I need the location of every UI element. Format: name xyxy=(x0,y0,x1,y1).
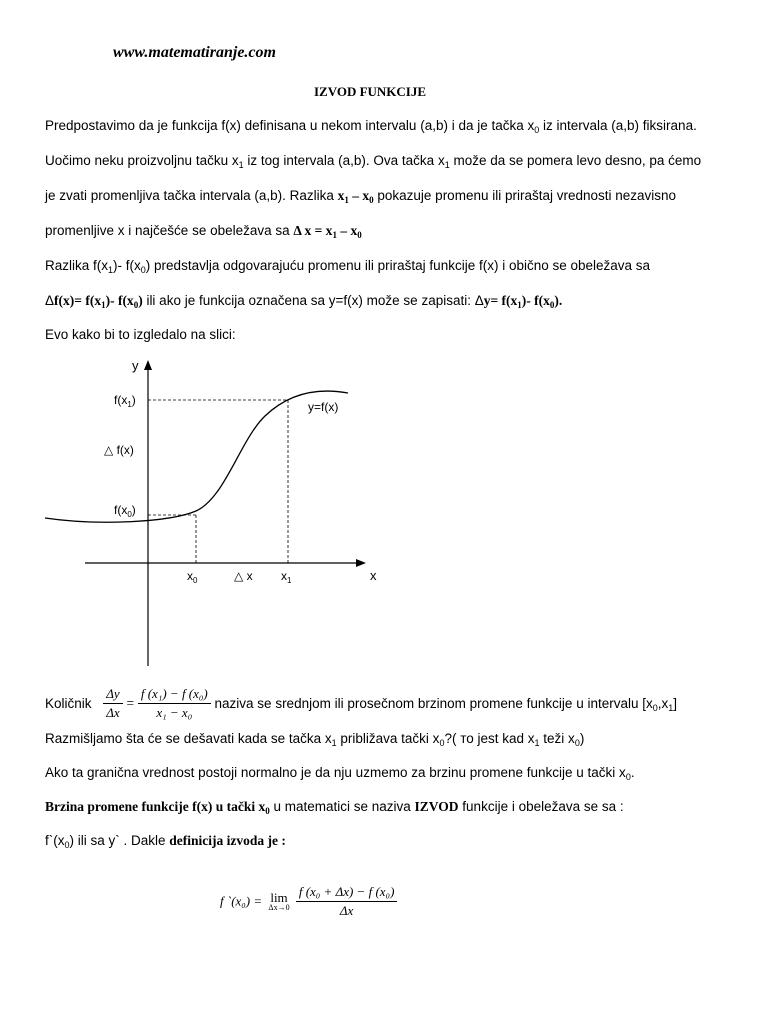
paragraph-line: Uočimo neku proizvoljnu tačku $x_1$ iz tog intervala (a,b). Ova tačka $x_1$ može da se pomera levo desno, pa ćemo xyxy=(45,153,702,170)
paragraph-line: $\Delta f(x)= f(x_1)-$ $f(x_0)$ ili ako je funkcija označena sa y=f(x) može se zapisati: $\Delta y= f(x_1)-$ $f(x_0)$. xyxy=(45,293,563,310)
paragraph-line: Ako ta granična vrednost postoji normalno je da nju uzmemo za brzinu promene funkcije u tački $x_0$. xyxy=(45,765,635,782)
quotient-line: Količnik $\frac{\Delta y}{\Delta x}$ = $\frac{\text{f (x₁) − f (x₀)}}{\text{x₁ − x₀}}$ naziva se srednjom ili prosečnom brzinom promene funkcije u intervalu $[x_0,x_1]$ xyxy=(45,686,678,720)
fx1-label: $f(x_1)$ xyxy=(114,393,136,409)
x0-label: $x_0$ xyxy=(187,569,198,585)
limit-operator: lim Δx→0 xyxy=(268,890,290,912)
paragraph-line: Razlika $f(x_1)-$ $f(x_0)$ predstavlja odgovarajuću promenu ili priraštaj funkcije f(x) i obično se obeležava sa xyxy=(45,258,651,275)
curve-label: y=f(x) xyxy=(308,400,339,414)
x1-label: $x_1$ xyxy=(281,569,292,585)
paragraph-line: Brzina promene funkcije f(x) u tački $x_0$ u matematici se naziva IZVOD funkcije i obeležava se sa : xyxy=(45,799,624,816)
difference-expression: $x_1 - x_0$ xyxy=(337,188,374,205)
paragraph-line: Razmišljamo šta će se dešavati kada se tačka $x_1$ približava tački $x_0$?( то jest kad $x_1$ teži $x_0$) xyxy=(45,731,585,748)
delta-fx-label: △ f(x) xyxy=(104,443,134,457)
function-curve xyxy=(45,391,348,522)
delta-fraction: $\frac{\Delta y}{\Delta x}$ xyxy=(103,686,122,721)
delta-x-label: △ x xyxy=(234,569,253,583)
fx0-label: $f(x_0)$ xyxy=(114,503,136,519)
y-axis-label: y xyxy=(132,358,139,373)
function-graph xyxy=(40,350,380,670)
x-axis-arrow xyxy=(356,559,366,567)
difference-fraction: $\frac{\text{f (x₁) − f (x₀)}}{\text{x₁ − x₀}}$ xyxy=(138,686,211,721)
page-title: IZVOD FUNKCIJE xyxy=(313,84,427,99)
site-url: www.matematiranje.com xyxy=(113,44,276,61)
derivative-formula: f `(x₀) = lim Δx→0 $\frac{\text{f (x₀ + Δx) − f (x₀)}}{\Delta x}$ xyxy=(220,884,397,919)
paragraph-line: Predpostavimo da je funkcija f(x) definisana u nekom intervalu (a,b) i da je tačka $x_0$ iz intervala (a,b) fiksirana. xyxy=(45,118,697,135)
paragraph-line: Evo kako bi to izgledalo na slici: xyxy=(45,327,236,342)
delta-x-definition: Δ $x = x_1 - x_0$ xyxy=(293,223,362,240)
y-axis-arrow xyxy=(144,360,152,370)
paragraph-line: je zvati promenljiva tačka intervala (a,b). Razlika $x_1 - x_0$ pokazuje promenu ili priraštaj vrednosti nezavisno xyxy=(45,188,677,205)
paragraph-line: promenljive x i najčešće se obeležava sa Δ $x = x_1 - x_0$ xyxy=(45,223,362,240)
x-axis-label: x xyxy=(370,568,377,583)
paragraph-line: $f`(x_0)$ ili sa y` . Dakle definicija izvoda je : xyxy=(45,833,286,850)
derivative-fraction: $\frac{\text{f (x₀ + Δx) − f (x₀)}}{\Delta x}$ xyxy=(296,884,398,919)
